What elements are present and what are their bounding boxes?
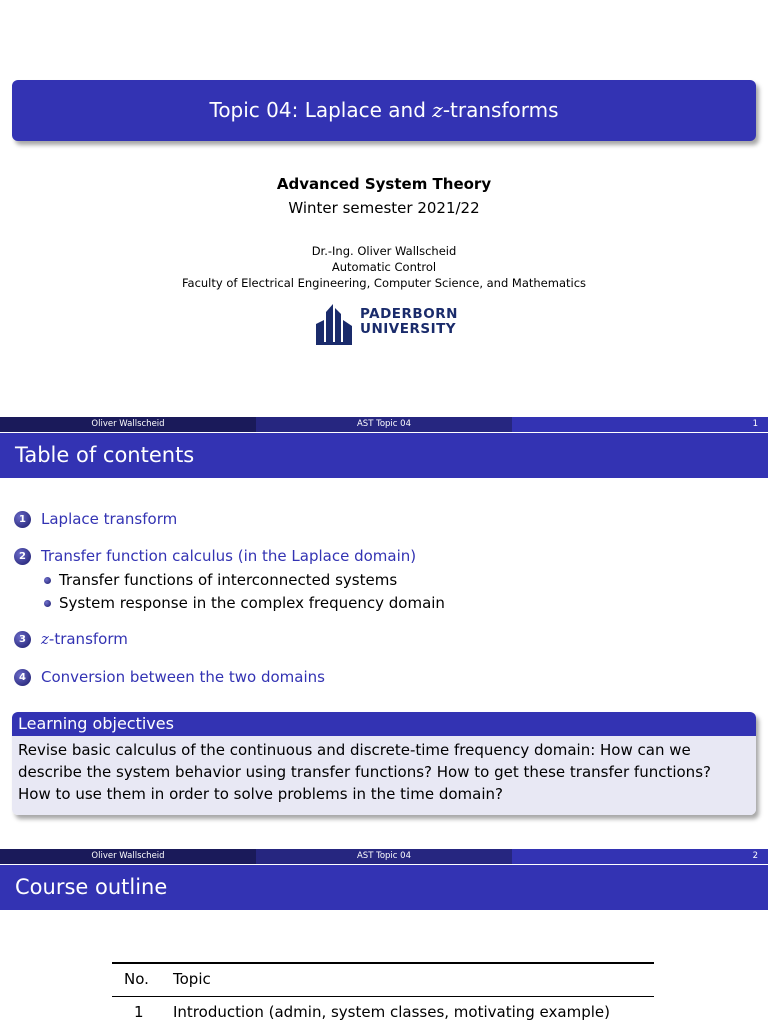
slide-footer-2 [0, 849, 768, 864]
footer-author: Oliver Wallscheid [0, 849, 256, 864]
block-line: describe the system behavior using transfer functions? How to get these transfer functions? [18, 763, 711, 781]
toc-item-3[interactable] [14, 630, 128, 648]
block-line: Revise basic calculus of the continuous and discrete-time frequency domain: How can we [18, 741, 691, 759]
block-line: How to use them in order to solve problems in the time domain? [18, 785, 503, 803]
toc-number: 2 [14, 548, 31, 565]
footer-author: Oliver Wallscheid [0, 417, 256, 432]
department: Automatic Control [331, 260, 437, 274]
slide-footer-1 [0, 417, 768, 432]
author-name: Dr.-Ing. Oliver Wallscheid [311, 244, 457, 258]
table-cell-no: 1 [134, 1003, 144, 1021]
footer-page-number: 2 [512, 849, 768, 864]
footer-short-title: AST Topic 04 [256, 849, 512, 864]
frame-title-outline: Course outline [0, 865, 768, 910]
faculty: Faculty of Electrical Engineering, Computer Science, and Mathematics [181, 276, 587, 290]
slide-title-prefix: Topic 04: Laplace and [209, 98, 433, 122]
bullet-icon [44, 600, 51, 607]
footer-page-number: 1 [512, 417, 768, 432]
toc-subitem-2[interactable] [44, 594, 445, 612]
bullet-icon [44, 577, 51, 584]
toc-label-variable: z [41, 630, 49, 648]
block-title: Learning objectives [12, 712, 756, 736]
toc-item-4[interactable] [14, 668, 325, 686]
frame-title-toc: Table of contents [0, 433, 768, 478]
toc-item-2[interactable] [14, 547, 416, 565]
toc-label: Laplace transform [41, 510, 178, 528]
toc-label [41, 630, 128, 648]
toc-label: Conversion between the two domains [41, 668, 325, 686]
logo-line-1: PADERBORN [360, 306, 458, 322]
toc-subitem-1[interactable] [44, 571, 397, 589]
slide-title-suffix: -transforms [442, 98, 559, 122]
table-cell-topic: Introduction (admin, system classes, motivating example) [173, 1003, 610, 1021]
toc-item-1[interactable] [14, 510, 177, 528]
block-body [12, 736, 756, 815]
slide-title-box [12, 80, 756, 141]
course-name: Advanced System Theory [276, 175, 492, 193]
toc-number: 4 [14, 669, 31, 686]
table-header-rule [112, 996, 654, 997]
university-logo [314, 298, 458, 346]
university-logo-text [360, 307, 458, 337]
slide-title-variable: z [432, 98, 443, 122]
table-top-rule [112, 962, 654, 964]
logo-line-2: UNIVERSITY [360, 321, 457, 337]
university-logo-icon [314, 298, 354, 346]
toc-sublabel: System response in the complex frequency domain [59, 594, 445, 612]
toc-number: 1 [14, 511, 31, 528]
toc-number: 3 [14, 631, 31, 648]
footer-short-title: AST Topic 04 [256, 417, 512, 432]
toc-label-text: -transform [48, 630, 128, 648]
semester: Winter semester 2021/22 [288, 199, 480, 217]
toc-sublabel: Transfer functions of interconnected systems [59, 571, 398, 589]
toc-label: Transfer function calculus (in the Laplace domain) [41, 547, 417, 565]
table-header-topic: Topic [173, 970, 211, 988]
learning-objectives-block [12, 712, 756, 815]
table-header-no: No. [124, 970, 149, 988]
